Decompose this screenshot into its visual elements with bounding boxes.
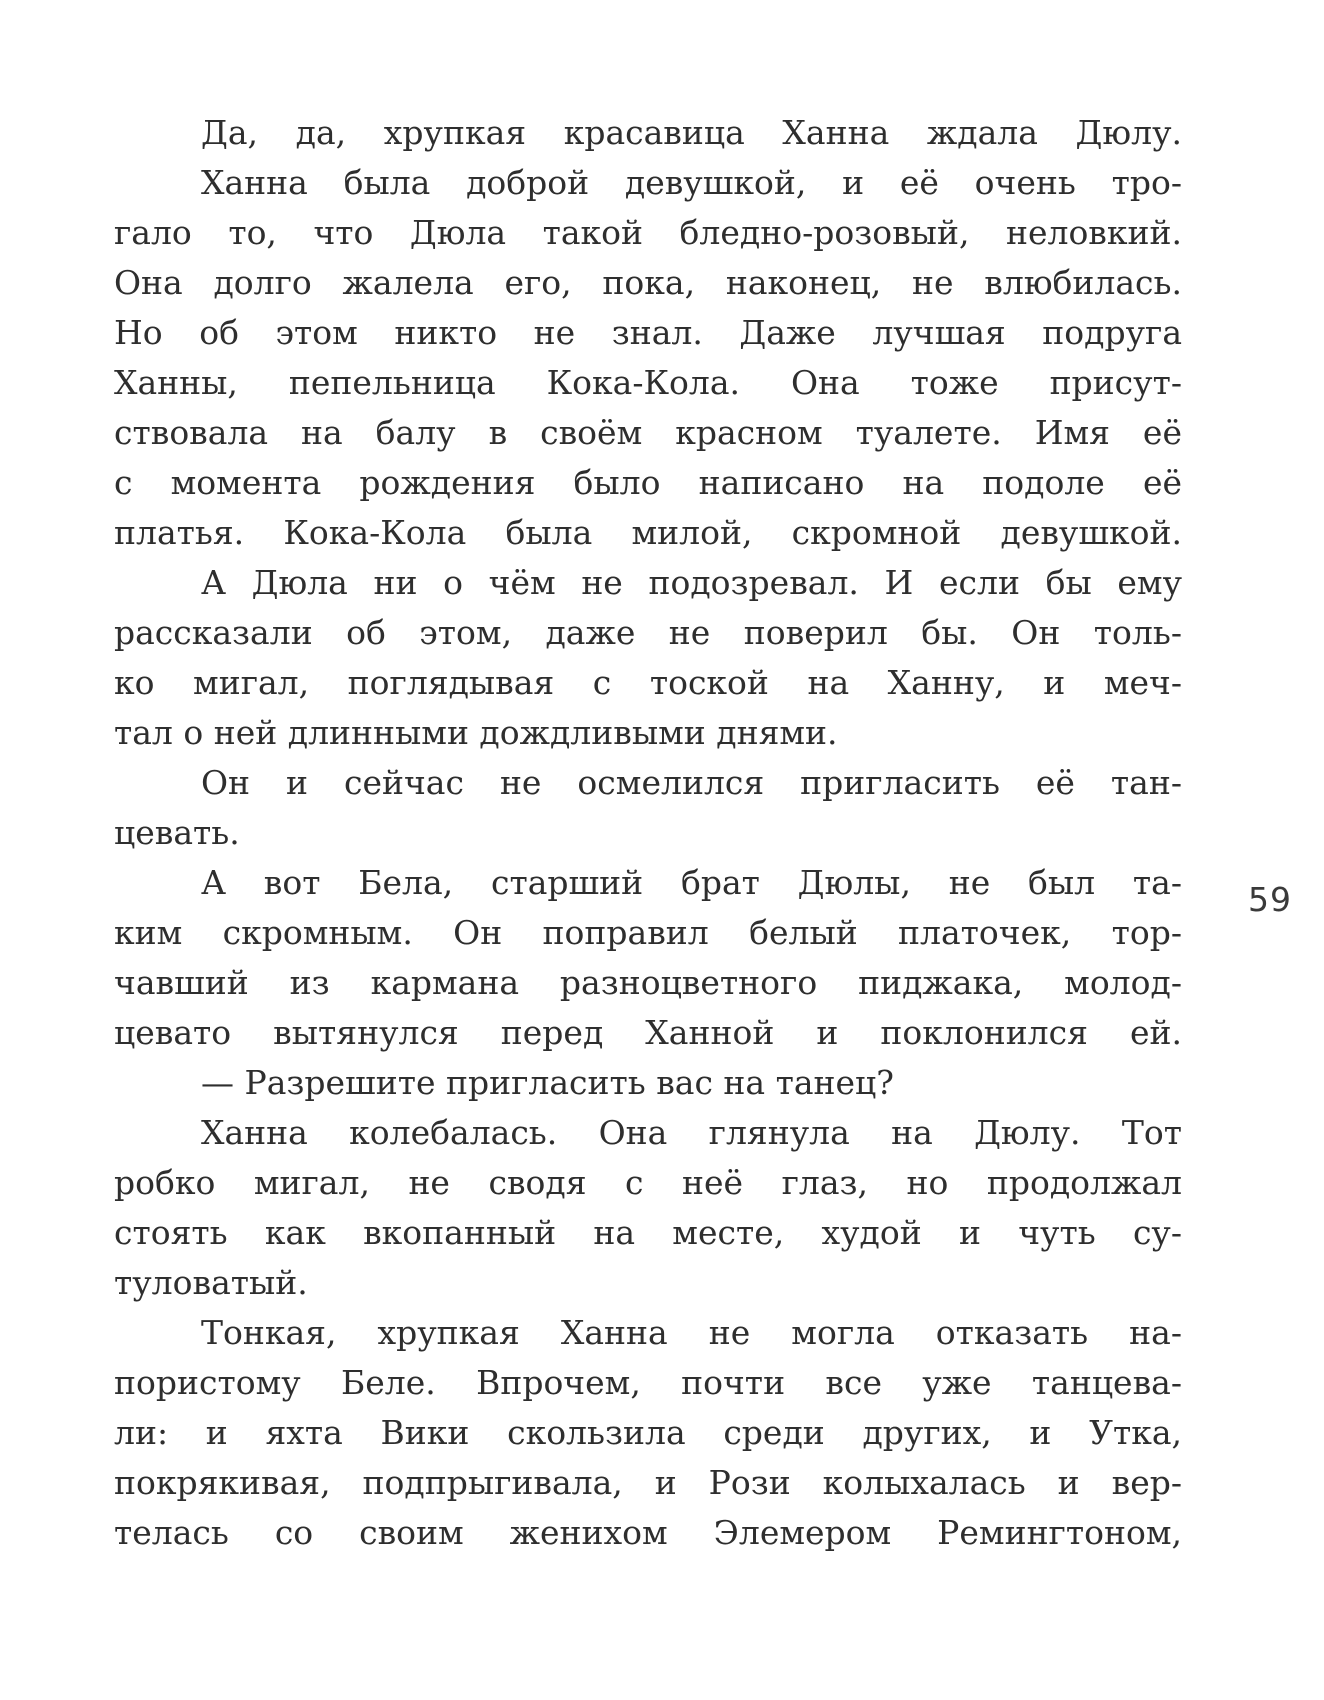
- text-line: Ханны, пепельница Кока-Кола. Она тоже присут-: [114, 363, 1182, 402]
- text-line: ко мигал, поглядывая с тоской на Ханну, и меч-: [114, 663, 1182, 702]
- text-line: Да, да, хрупкая красавица Ханна ждала Дюлу.: [201, 113, 1182, 152]
- page-text: [114, 108, 1182, 1558]
- text-line: гало то, что Дюла такой бледно-розовый, неловкий.: [114, 213, 1182, 252]
- text-line: Тонкая, хрупкая Ханна не могла отказать на-: [201, 1313, 1182, 1352]
- text-line: покрякивая, подпрыгивала, и Рози колыхалась и вер-: [114, 1463, 1182, 1502]
- text-line: робко мигал, не сводя с неё глаз, но продолжал: [114, 1163, 1182, 1202]
- text-line: А Дюла ни о чём не подозревал. И если бы ему: [201, 563, 1182, 602]
- text-line: — Разрешите пригласить вас на танец?: [201, 1063, 894, 1102]
- text-line: А вот Бела, старший брат Дюлы, не был та-: [201, 863, 1182, 902]
- text-line: телась со своим женихом Элемером Ремингтоном,: [114, 1513, 1182, 1552]
- text-line: чавший из кармана разноцветного пиджака, молод-: [114, 963, 1182, 1002]
- text-line: ким скромным. Он поправил белый платочек, тор-: [114, 913, 1182, 952]
- page-number: 59: [1248, 880, 1292, 919]
- text-line: Он и сейчас не осмелился пригласить её тан-: [201, 763, 1182, 802]
- text-line: ли: и яхта Вики скользила среди других, и Утка,: [114, 1413, 1182, 1452]
- text-line: ствовала на балу в своём красном туалете. Имя её: [114, 413, 1182, 452]
- text-line: Но об этом никто не знал. Даже лучшая подруга: [114, 313, 1182, 352]
- text-line: пористому Беле. Впрочем, почти все уже танцева-: [114, 1363, 1182, 1402]
- text-line: цевать.: [114, 813, 240, 852]
- text-line: платья. Кока-Кола была милой, скромной девушкой.: [114, 513, 1182, 552]
- text-line: стоять как вкопанный на месте, худой и чуть су-: [114, 1213, 1182, 1252]
- text-line: Ханна колебалась. Она глянула на Дюлу. Тот: [201, 1113, 1182, 1152]
- text-line: рассказали об этом, даже не поверил бы. Он толь-: [114, 613, 1182, 652]
- text-line: Она долго жалела его, пока, наконец, не влюбилась.: [114, 263, 1182, 302]
- text-line: тал о ней длинными дождливыми днями.: [114, 713, 838, 752]
- text-line: туловатый.: [114, 1263, 308, 1302]
- text-line: с момента рождения было написано на подоле её: [114, 463, 1182, 502]
- text-line: Ханна была доброй девушкой, и её очень тро-: [201, 163, 1182, 202]
- text-line: цевато вытянулся перед Ханной и поклонился ей.: [114, 1013, 1182, 1052]
